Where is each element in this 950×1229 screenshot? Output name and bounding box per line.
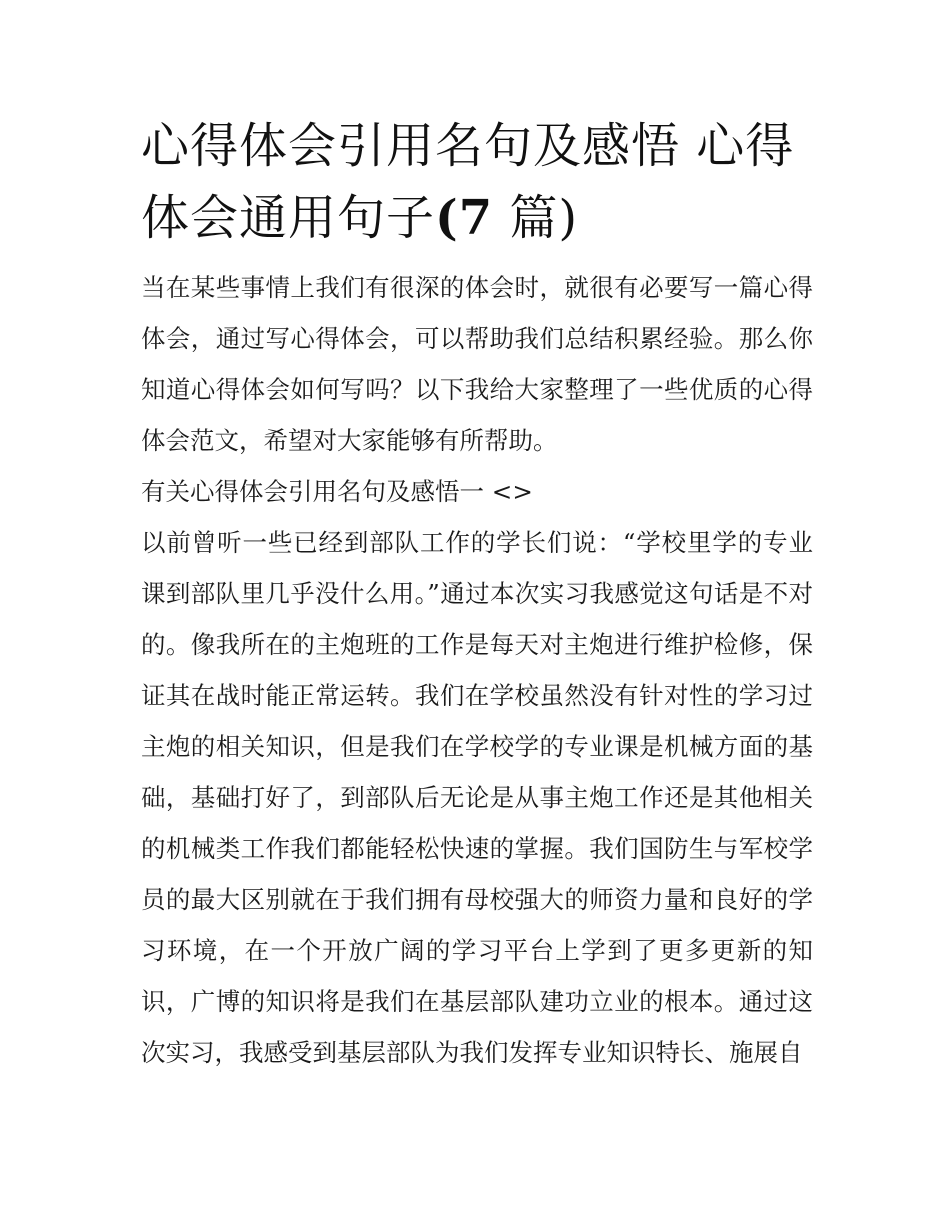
title-text: 心得体会引用名句及感悟 心得体会通用句子 [141,118,795,246]
document-title [141,110,813,254]
title-count: (7 [435,190,494,246]
body-paragraph: 以前曾听一些已经到部队工作的学长们说：“学校里学的专业课到部队里几乎没什么用。”通过本次实习我感觉这句话是不对的。像我所在的主炮班的工作是每天对主炮进行维护检修，保证其在战时能正常运转。我们在学校虽然没有针对性的学习过主炮的相关知识，但是我们在学校学的专业课是机械方面的基础，基础打好了，到部队后无论是从事主炮工作还是其他相关的机械类工作我们都能轻松快速的掌握。我们国防生与军校学员的最大区别就在于我们拥有母校强大的师资力量和良好的学习环境，在一个开放广阔的学习平台上学到了更多更新的知识，广博的知识将是我们在基层部队建功立业的根本。通过这次实习，我感受到基层部队为我们发挥专业知识特长、施展自 [141,528,813,1067]
title-spacer [141,254,813,262]
intro-paragraph: 当在某些事情上我们有很深的体会时，就很有必要写一篇心得体会，通过写心得体会，可以帮助我们总结积累经验。那么你知道心得体会如何写吗？以下我给大家整理了一些优质的心得体会范文，希望对大家能够有所帮助。 [141,273,813,455]
document-content [141,110,813,1078]
section-heading: 有关心得体会引用名句及感悟一 <> [141,477,533,506]
title-suffix: 篇) [493,190,579,246]
